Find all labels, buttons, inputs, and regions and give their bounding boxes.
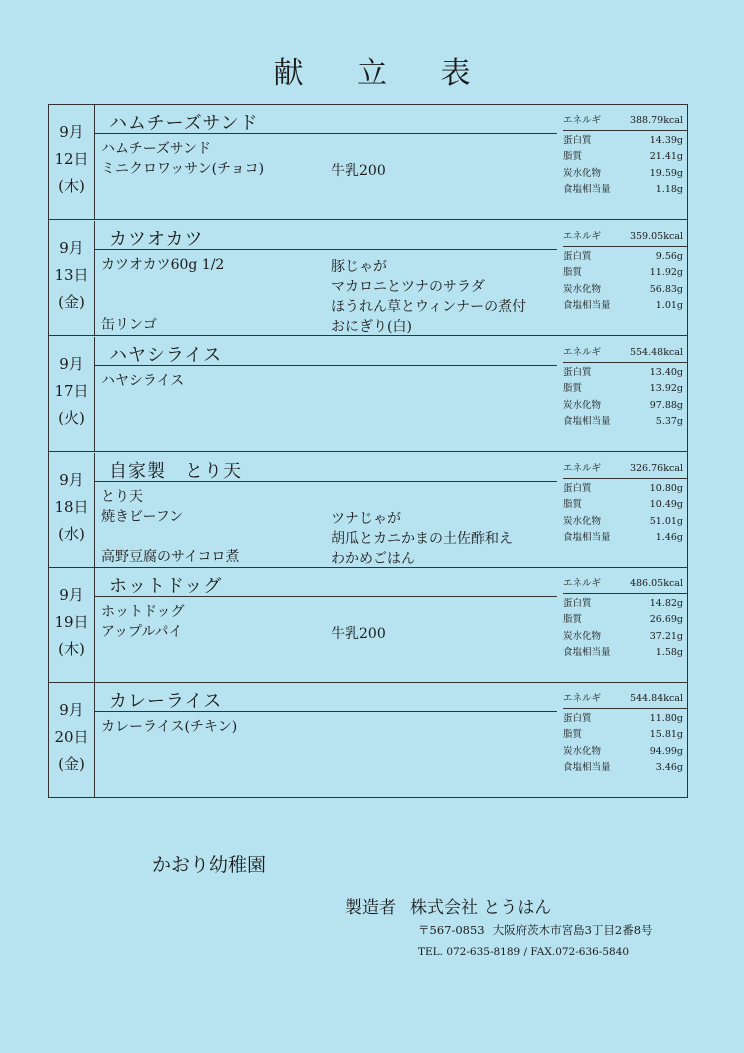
main-dish-title: 自家製 とり天	[109, 461, 242, 482]
nutrition-value: 1.46g	[655, 532, 683, 543]
nutrition-row-fat	[563, 497, 687, 514]
nutrition-row-salt	[563, 414, 687, 431]
menu-item: 牛乳200	[331, 163, 386, 179]
nutrition-row-carbs	[563, 166, 687, 183]
date-weekday: (金)	[58, 293, 85, 311]
date-cell	[49, 337, 95, 451]
nutrition-row-fat	[563, 727, 687, 744]
nutrition-row-salt	[563, 298, 687, 315]
nutrition-label: 蛋白質	[563, 366, 592, 378]
date-cell	[49, 568, 95, 682]
date-cell	[49, 105, 95, 219]
nutrition-value: 544.84kcal	[629, 693, 683, 704]
menu-item: カツオカツ60g 1/2	[101, 257, 225, 273]
nutrition-label: 炭水化物	[563, 745, 602, 757]
zip-code: 〒567-0853	[418, 923, 485, 937]
menu-items-left	[101, 602, 321, 642]
nutrition-label: 脂質	[563, 614, 583, 625]
nutrition-value: 13.40g	[649, 366, 683, 378]
menu-item: とり天	[101, 489, 143, 505]
nutrition-value: 21.41g	[649, 151, 683, 162]
nutrition-label: エネルギ	[563, 115, 602, 126]
menu-item: カレーライス(チキン)	[101, 719, 238, 735]
main-dish-title: カレーライス	[109, 691, 223, 712]
nutrition-label: 蛋白質	[563, 134, 592, 146]
menu-items-left	[101, 487, 321, 567]
menu-items-left	[101, 371, 321, 391]
nutrition-label: エネルギ	[563, 231, 602, 242]
menu-item: 牛乳200	[331, 626, 386, 642]
nutrition-row-carbs	[563, 398, 687, 415]
nutrition-row-energy	[563, 461, 687, 479]
nutrition-value: 326.76kcal	[629, 463, 683, 474]
nutrition-row-fat	[563, 612, 687, 629]
menu-items-left	[101, 139, 321, 179]
menu-item: 豚じゃが	[331, 259, 387, 275]
menu-items-right	[331, 604, 557, 644]
maker-label: 製造者	[345, 898, 396, 918]
nutrition-value: 1.18g	[655, 184, 683, 195]
nutrition-label: エネルギ	[563, 463, 602, 474]
date-month: 9月	[59, 701, 84, 719]
menu-row	[49, 568, 687, 683]
nutrition-value: 10.49g	[649, 499, 683, 510]
nutrition-value: 51.01g	[649, 515, 683, 527]
menu-table	[48, 104, 688, 798]
nutrition-value: 11.80g	[649, 712, 683, 724]
menu-items-right	[331, 257, 557, 337]
nutrition-value: 26.69g	[649, 614, 683, 625]
nutrition-value: 19.59g	[649, 167, 683, 179]
nutrition-value: 13.92g	[649, 383, 683, 394]
nutrition-panel	[563, 113, 687, 199]
menu-item	[331, 604, 557, 624]
date-weekday: (水)	[58, 525, 85, 543]
nutrition-panel	[563, 345, 687, 431]
nutrition-row-salt	[563, 530, 687, 547]
main-dish-title: カツオカツ	[109, 229, 204, 250]
nutrition-label: 食塩相当量	[563, 416, 611, 427]
nutrition-value: 486.05kcal	[629, 578, 683, 589]
nutrition-label: 脂質	[563, 383, 583, 394]
title-underline	[95, 596, 557, 597]
menu-row	[49, 221, 687, 336]
nutrition-row-fat	[563, 265, 687, 282]
nutrition-label: 蛋白質	[563, 482, 592, 494]
nutrition-label: 炭水化物	[563, 283, 602, 295]
nutrition-label: エネルギ	[563, 578, 602, 589]
nutrition-value: 14.82g	[649, 597, 683, 609]
nutrition-label: 脂質	[563, 151, 583, 162]
nutrition-row-energy	[563, 113, 687, 131]
menu-items-right	[331, 489, 557, 569]
date-cell	[49, 683, 95, 798]
nutrition-value: 5.37g	[655, 416, 683, 427]
menu-item: 缶リンゴ	[101, 317, 157, 333]
menu-row	[49, 453, 687, 568]
menu-item: ハヤシライス	[101, 373, 185, 389]
nutrition-label: 脂質	[563, 729, 583, 740]
date-day: 18日	[54, 498, 89, 516]
nutrition-value: 97.88g	[649, 399, 683, 411]
nutrition-label: 蛋白質	[563, 597, 592, 609]
menu-item: ツナじゃが	[331, 511, 401, 527]
menu-row	[49, 105, 687, 220]
maker-line	[345, 893, 551, 918]
nutrition-label: 炭水化物	[563, 515, 602, 527]
nutrition-row-energy	[563, 691, 687, 709]
date-day: 19日	[54, 613, 89, 631]
nutrition-value: 554.48kcal	[629, 347, 683, 358]
menu-item: 高野豆腐のサイコロ煮	[101, 549, 240, 565]
title-underline	[95, 481, 557, 482]
main-dish-title: ハムチーズサンド	[109, 113, 259, 134]
nutrition-row-salt	[563, 182, 687, 199]
nutrition-label: 食塩相当量	[563, 647, 611, 658]
date-weekday: (木)	[58, 640, 85, 658]
nutrition-panel	[563, 229, 687, 315]
menu-item: ミニクロワッサン(チョコ)	[101, 161, 265, 177]
menu-items-right	[331, 141, 557, 181]
nutrition-row-salt	[563, 645, 687, 662]
nutrition-row-fat	[563, 149, 687, 166]
nutrition-value: 94.99g	[649, 745, 683, 757]
nutrition-label: 蛋白質	[563, 712, 592, 724]
nutrition-row-carbs	[563, 282, 687, 299]
nutrition-row-protein	[563, 365, 687, 382]
nutrition-value: 359.05kcal	[629, 231, 683, 242]
nutrition-value: 11.92g	[649, 267, 683, 278]
date-month: 9月	[59, 586, 84, 604]
title-underline	[95, 133, 557, 134]
nutrition-label: エネルギ	[563, 347, 602, 358]
menu-items-left	[101, 717, 321, 737]
date-month: 9月	[59, 355, 84, 373]
menu-item: ホットドッグ	[101, 604, 185, 620]
date-day: 12日	[54, 150, 89, 168]
title-underline	[95, 249, 557, 250]
menu-item: 焼きビーフン	[101, 509, 184, 525]
nutrition-label: 炭水化物	[563, 167, 602, 179]
nutrition-row-carbs	[563, 514, 687, 531]
menu-item: わかめごはん	[331, 551, 415, 567]
nutrition-panel	[563, 461, 687, 547]
nutrition-value: 1.01g	[655, 300, 683, 311]
nutrition-label: 脂質	[563, 499, 583, 510]
nutrition-label: 炭水化物	[563, 399, 602, 411]
date-weekday: (金)	[58, 755, 85, 773]
nutrition-label: 食塩相当量	[563, 532, 611, 543]
nutrition-label: 食塩相当量	[563, 300, 611, 311]
nutrition-row-protein	[563, 249, 687, 266]
nutrition-label: 脂質	[563, 267, 583, 278]
nutrition-value: 3.46g	[655, 762, 683, 773]
nutrition-row-protein	[563, 481, 687, 498]
date-day: 13日	[54, 266, 89, 284]
date-weekday: (火)	[58, 409, 85, 427]
date-weekday: (木)	[58, 177, 85, 195]
title-underline	[95, 365, 557, 366]
title-underline	[95, 711, 557, 712]
nutrition-row-energy	[563, 345, 687, 363]
main-dish-title: ホットドッグ	[109, 576, 223, 597]
nutrition-value: 9.56g	[655, 250, 683, 262]
menu-items-left	[101, 255, 321, 335]
nutrition-label: 食塩相当量	[563, 184, 611, 195]
date-month: 9月	[59, 471, 84, 489]
nutrition-value: 56.83g	[649, 283, 683, 295]
menu-item	[331, 489, 557, 509]
menu-item: ハムチーズサンド	[101, 141, 212, 157]
nutrition-panel	[563, 576, 687, 662]
nutrition-row-protein	[563, 133, 687, 150]
nutrition-row-carbs	[563, 629, 687, 646]
nutrition-row-energy	[563, 229, 687, 247]
nutrition-row-carbs	[563, 744, 687, 761]
nutrition-label: 炭水化物	[563, 630, 602, 642]
nutrition-value: 10.80g	[649, 482, 683, 494]
nutrition-row-fat	[563, 381, 687, 398]
address-line	[418, 922, 653, 938]
nutrition-panel	[563, 691, 687, 777]
date-cell	[49, 453, 95, 567]
menu-item	[331, 141, 557, 161]
nutrition-label: 蛋白質	[563, 250, 592, 262]
nutrition-value: 15.81g	[649, 729, 683, 740]
nutrition-value: 14.39g	[649, 134, 683, 146]
nutrition-label: エネルギ	[563, 693, 602, 704]
phone-line: TEL. 072-635-8189 / FAX.072-636-5840	[418, 946, 630, 958]
nutrition-row-protein	[563, 711, 687, 728]
address: 大阪府茨木市宮島3丁目2番8号	[492, 923, 653, 937]
main-dish-title: ハヤシライス	[109, 345, 223, 366]
menu-row	[49, 683, 687, 798]
menu-item: おにぎり(白)	[331, 319, 412, 335]
nutrition-value: 388.79kcal	[629, 115, 683, 126]
menu-item: アップルパイ	[101, 624, 183, 640]
nutrition-label: 食塩相当量	[563, 762, 611, 773]
date-cell	[49, 221, 95, 335]
menu-item: 胡瓜とカニかまの土佐酢和え	[331, 531, 513, 547]
menu-item: ほうれん草とウィンナーの煮付	[331, 299, 527, 315]
date-day: 20日	[54, 728, 89, 746]
nutrition-value: 37.21g	[649, 630, 683, 642]
nutrition-row-energy	[563, 576, 687, 594]
date-month: 9月	[59, 123, 84, 141]
nutrition-row-salt	[563, 760, 687, 777]
date-month: 9月	[59, 239, 84, 257]
company-name: 株式会社 とうはん	[410, 898, 552, 918]
page-title: 献 立 表	[273, 56, 493, 91]
nutrition-value: 1.58g	[655, 647, 683, 658]
nutrition-row-protein	[563, 596, 687, 613]
menu-item: マカロニとツナのサラダ	[331, 279, 485, 295]
menu-row	[49, 337, 687, 452]
date-day: 17日	[54, 382, 89, 400]
school-name: かおり幼稚園	[152, 854, 267, 876]
